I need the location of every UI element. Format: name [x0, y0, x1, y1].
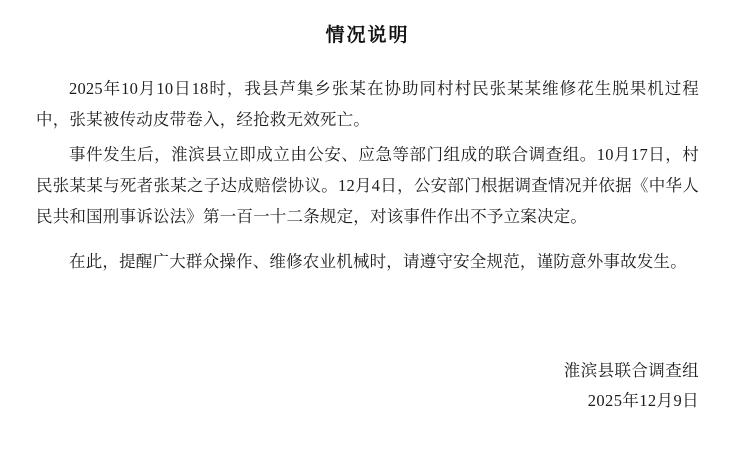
signature-date: 2025年12月9日 — [587, 391, 699, 410]
signature-organization: 淮滨县联合调查组 — [563, 361, 699, 380]
page-title: 情况说明 — [325, 25, 410, 46]
signature-block — [564, 356, 699, 416]
document-body — [36, 73, 699, 277]
paragraph-3: 在此，提醒广大群众操作、维修农业机械时，请遵守安全规范，谨防意外事故发生。 — [69, 252, 687, 271]
paragraph-1: 2025年10月10日18时，我县芦集乡张某在协助同村村民张某某维修花生脱果机过程中，张某被传动皮带卷入，经抢救无效死亡。 — [36, 79, 699, 129]
paragraph-2: 事件发生后，淮滨县立即成立由公安、应急等部门组成的联合调查组。10月17日，村民张某某与死者张某之子达成赔偿协议。12月4日，公安部门根据调查情况并依据《中华人民共和国刑事诉讼法》第一百一十二条规定，对该事件作出不予立案决定。 — [36, 145, 699, 226]
